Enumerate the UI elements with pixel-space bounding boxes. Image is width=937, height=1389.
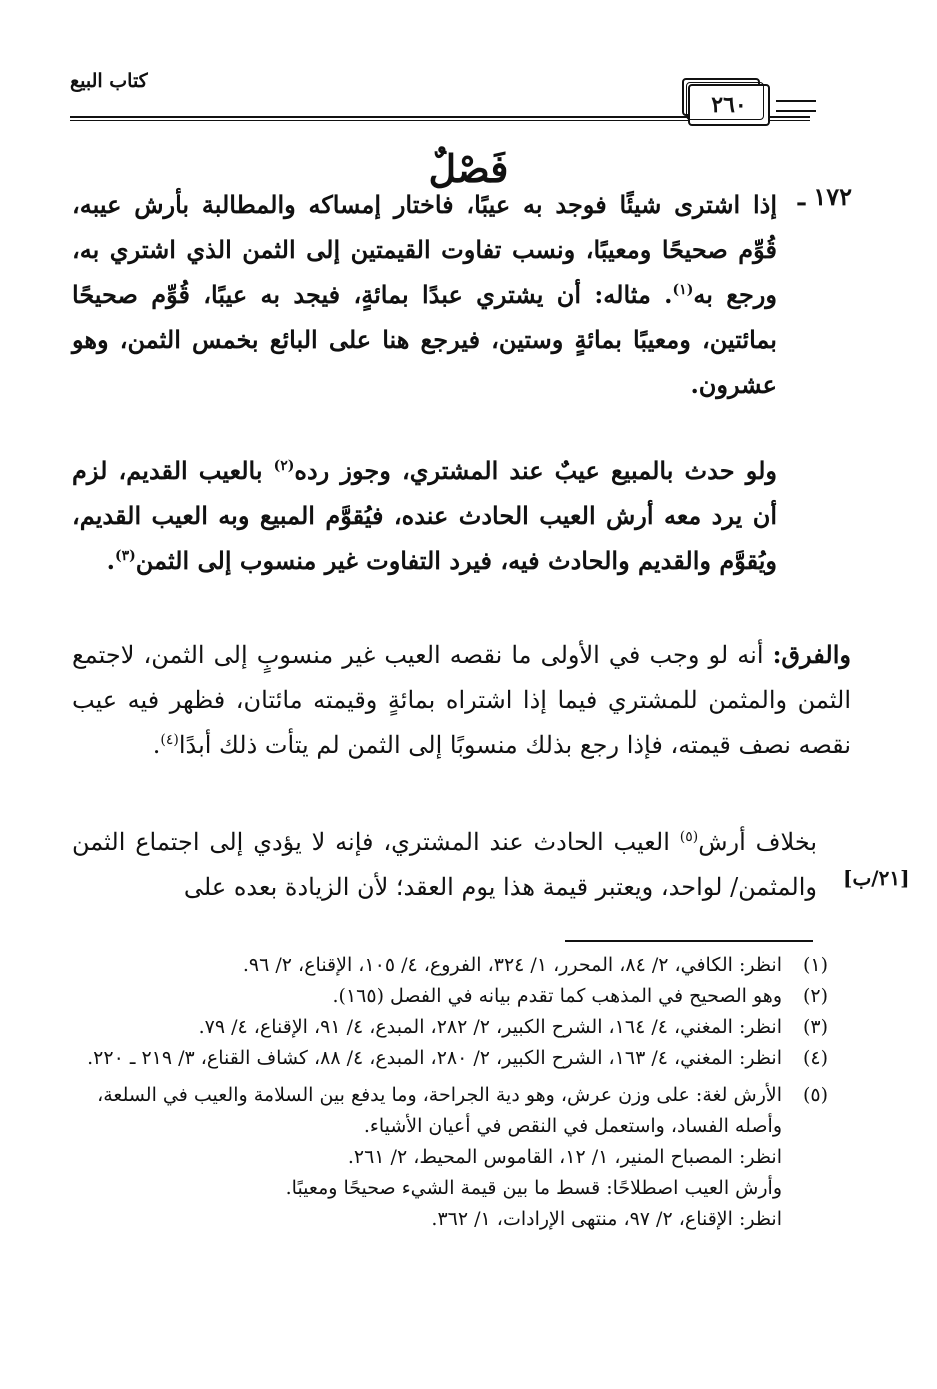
- contrast-text-b: العيب الحادث عند المشتري، فإنه لا يؤدي إلى اجتماع الثمن والمثمن/ لواحد، ويعتبر قيمة هذا يوم العقد؛ لأن الزيادة بعده على: [72, 828, 817, 901]
- footnote-line: وهو الصحيح في المذهب كما تقدم بيانه في الفصل (١٦٥).: [332, 985, 782, 1007]
- footnote-line: وأرش العيب اصطلاحًا: قسط ما بين قيمة الشيء صحيحًا ومعيبًا.: [285, 1177, 782, 1199]
- footnote-4: [70, 1043, 828, 1074]
- footnote-number: (٢): [802, 985, 828, 1007]
- footnote-number: (٤): [802, 1047, 828, 1069]
- footnote-line: انظر: الكافي، ٢/ ٨٤، المحرر، ١/ ٣٢٤، الفروع، ٤/ ١٠٥، الإقناع، ٢/ ٩٦.: [242, 954, 782, 976]
- section-heading: فَصْلٌ: [428, 146, 509, 191]
- footnote-number: (١): [802, 954, 828, 976]
- entry-paragraph-2-text-b: بالعيب القديم، لزم أن يرد معه أرش العيب الحادث عنده، فيُقوَّم المبيع وبه العيب القديم، ويُقوَّم والقديم والحادث فيه، فيرد التفاوت غير منسوب إلى الثمن: [72, 456, 777, 575]
- footnote-1: [70, 950, 828, 981]
- contrast-text-a: بخلاف أرش: [698, 828, 817, 856]
- page-number-badge: ٢٦٠: [688, 84, 770, 126]
- entry-paragraph-1-text-b: . مثاله: أن يشتري عبدًا بمائةٍ، فيجد به عيبًا، قُوِّم صحيحًا بمائتين، ومعيبًا بمائةٍ وستين، فيرجع هنا على البائع بخمس الثمن، وهو عشرون.: [72, 280, 777, 399]
- footnote-line: انظر: المغني، ٤/ ١٦٣، الشرح الكبير، ٢/ ٢٨٠، المبدع، ٤/ ٨٨، كشاف القناع، ٣/ ٢١٩ ـ ٢٢٠.: [87, 1047, 782, 1069]
- running-header-title: كتاب البيع: [70, 70, 148, 92]
- footnote-ref-4: (٤): [160, 732, 179, 748]
- contrast-paragraph: [72, 820, 817, 910]
- entry-paragraph-2: [72, 448, 777, 583]
- footnote-ref-1: (١): [672, 282, 694, 298]
- footnote-2: [70, 981, 828, 1012]
- footnote-ref-5: (٥): [679, 829, 699, 845]
- footnote-number: (٣): [802, 1016, 828, 1038]
- difference-text-a: أنه لو وجب في الأولى ما نقصه العيب غير منسوبٍ إلى الثمن، لاجتمع الثمن والمثمن للمشتري فيما إذا اشتراه بمائةٍ وقيمته مائتان، فظهر فيه عيب نقصه نصف قيمته، فإذا رجع بذلك منسوبًا إلى الثمن لم يتأت ذلك أبدًا: [72, 641, 851, 759]
- footnotes: [70, 950, 828, 1235]
- difference-paragraph: [72, 632, 851, 768]
- difference-lead: والفرق:: [772, 640, 851, 669]
- footnote-number: (٥): [802, 1084, 828, 1106]
- footnote-line: الأرش لغة: على وزن عرش، وهو دية الجراحة، وما يدفع بين السلامة والعيب في السلعة، وأصله الفساد، واستعمل في النقص في أعيان الأشياء.: [97, 1084, 782, 1137]
- entry-paragraph-2-text-a: ولو حدث بالمبيع عيبٌ عند المشتري، وجوز رده: [294, 456, 777, 485]
- difference-text-b: .: [152, 731, 161, 759]
- footnote-3: [70, 1012, 828, 1043]
- footnote-line: انظر: المصباح المنير، ١/ ١٢، القاموس المحيط، ٢/ ٢٦١.: [347, 1146, 782, 1168]
- footnote-ref-2: (٢): [273, 458, 295, 474]
- footnote-ref-3: (٣): [115, 548, 136, 564]
- entry-paragraph-2-text-c: .: [106, 546, 116, 575]
- footnote-line: انظر: المغني، ٤/ ١٦٤، الشرح الكبير، ٢/ ٢٨٢، المبدع، ٤/ ٩١، الإقناع، ٤/ ٧٩.: [198, 1016, 782, 1038]
- manuscript-folio-marker: [٢١/ب]: [843, 866, 910, 890]
- page-badge-ornament: [776, 100, 816, 112]
- entry-number: ١٧٢ ـ: [797, 182, 852, 211]
- footnote-5: [70, 1080, 828, 1235]
- entry-paragraph-1: [72, 182, 777, 407]
- footnote-separator: [565, 940, 813, 942]
- footnote-line: انظر: الإقناع، ٢/ ٩٧، منتهى الإرادات، ١/ ٣٦٢.: [431, 1208, 782, 1230]
- entry-paragraph-1-text-a: إذا اشترى شيئًا فوجد به عيبًا، فاختار إمساكه والمطالبة بأرش عيبه، قُوِّم صحيحًا ومعيبًا، ونسب تفاوت القيمتين إلى الثمن الذي اشتري به، ورجع به: [72, 190, 777, 309]
